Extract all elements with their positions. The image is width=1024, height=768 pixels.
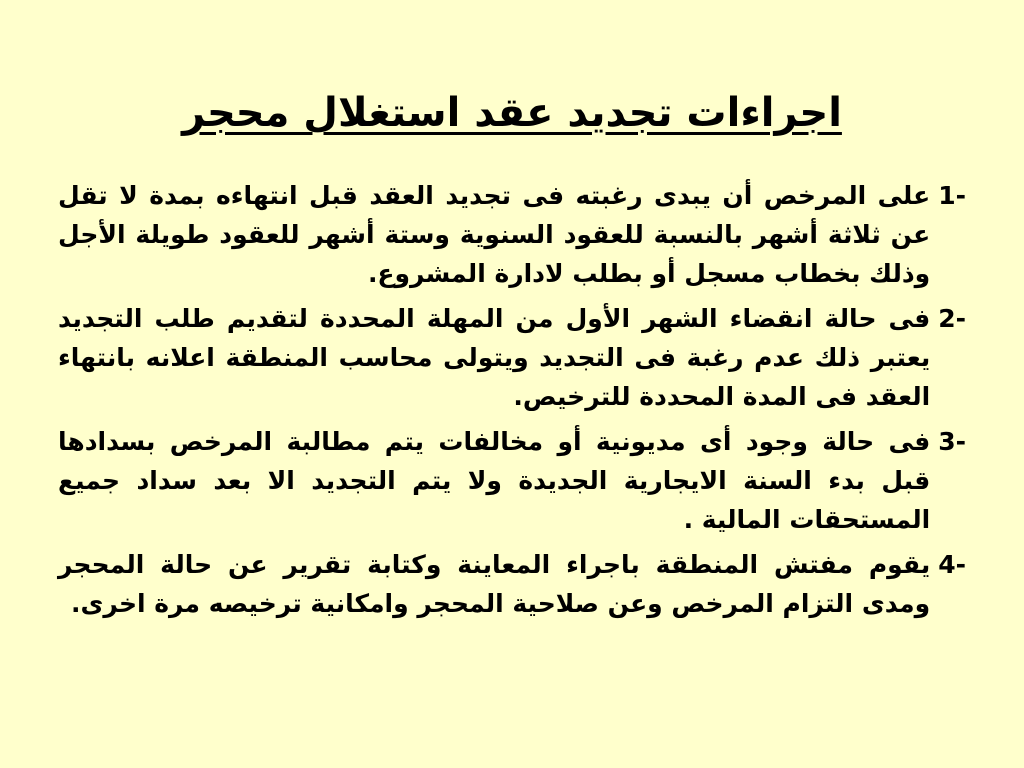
slide-title-text: اجراءات تجديد عقد استغلال محجر	[182, 89, 842, 136]
item-number: 3-	[938, 427, 966, 456]
item-number: 4-	[938, 550, 966, 579]
item-text: فى حالة وجود أى مديونية أو مخالفات يتم مطالبة المرخص بسدادها قبل بدء السنة الايجارية الجديدة ولا يتم التجديد الا بعد سداد جميع المستحقات المالية .	[58, 427, 931, 534]
item-number: 1-	[938, 181, 966, 210]
list-item	[58, 422, 966, 539]
item-text: على المرخص أن يبدى رغبته فى تجديد العقد قبل انتهاءه بمدة لا تقل عن ثلاثة أشهر بالنسبة للعقود السنوية وستة أشهر للعقود طويلة الأجل وذلك بخطاب مسجل أو بطلب لادارة المشروع.	[58, 181, 931, 288]
item-text: يقوم مفتش المنطقة باجراء المعاينة وكتابة تقرير عن حالة المحجر ومدى التزام المرخص وعن صلاحية المحجر وامكانية ترخيصه مرة اخرى.	[58, 550, 931, 618]
item-number: 2-	[938, 304, 966, 333]
procedure-list	[58, 176, 966, 629]
item-text: فى حالة انقضاء الشهر الأول من المهلة المحددة لتقديم طلب التجديد يعتبر ذلك عدم رغبة فى التجديد ويتولى محاسب المنطقة اعلانه بانتهاء العقد فى المدة المحددة للترخيص.	[58, 304, 931, 411]
list-item	[58, 545, 966, 623]
list-item	[58, 176, 966, 293]
list-item	[58, 299, 966, 416]
slide-title	[0, 89, 1024, 137]
